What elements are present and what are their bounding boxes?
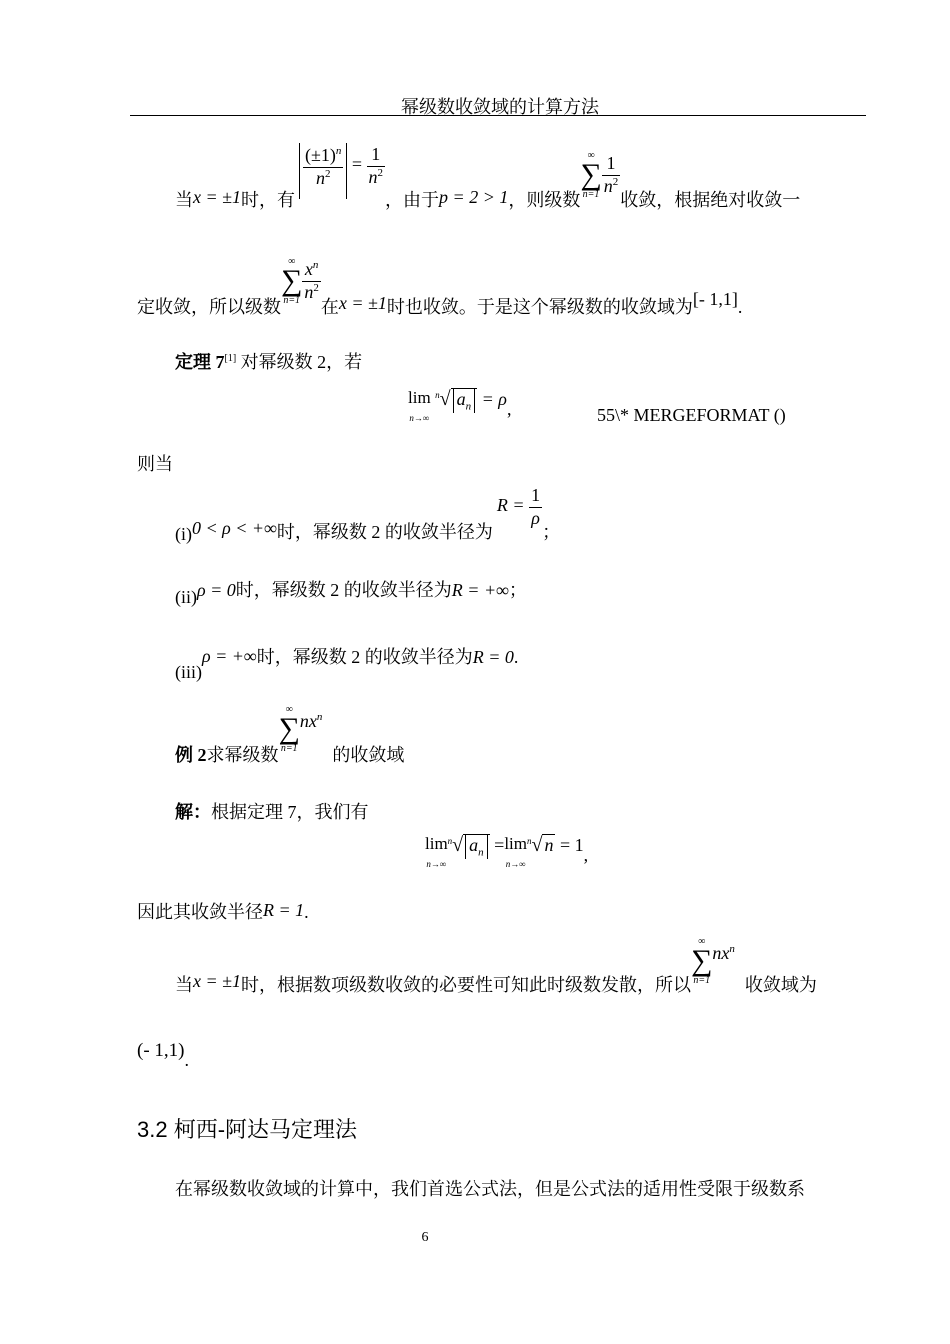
p1-sum: ∞ ∑ n=1 $\frac{1}{n^2}$ bbox=[580, 150, 619, 200]
last-paragraph: 在幂级数收敛域的计算中，我们首选公式法，但是公式法的适用性受限于级数系 bbox=[175, 1179, 805, 1199]
theorem-rhs: = ρ bbox=[481, 389, 507, 409]
p1-frac2-den: n bbox=[368, 166, 378, 187]
solution-lim2-sub: n→∞ bbox=[505, 859, 526, 869]
p2-text-2: 在 bbox=[320, 297, 339, 317]
p1-sum-sup: ∞ bbox=[587, 150, 595, 161]
p2-text-1: 定收敛，所以级数 bbox=[137, 297, 281, 317]
case-1-res-lhs: R = bbox=[496, 495, 525, 516]
p3-text-2: 时，根据数项级数收敛的必要性可知此时级数发散，所以 bbox=[241, 975, 692, 995]
p2-math-x: x = ±1 bbox=[338, 293, 387, 313]
p1-frac2-num: 1 bbox=[367, 144, 386, 167]
example-sum-sup: ∞ bbox=[285, 704, 293, 715]
p3-sum-sup: ∞ bbox=[698, 936, 706, 947]
header-rule bbox=[130, 115, 866, 116]
case-1-end: ； bbox=[542, 522, 561, 542]
p2-sum: ∞ ∑ n=1 $\frac{x^n}{n^2}$ bbox=[281, 256, 319, 306]
example-term: nx bbox=[299, 711, 317, 732]
solution bbox=[175, 798, 369, 824]
case-2-text: 时，幂级数 2 的收敛半径为 bbox=[235, 580, 452, 600]
solution-eq: = bbox=[494, 835, 505, 855]
p1-sum-den-exp: 2 bbox=[612, 175, 619, 188]
p2-sum-sub: n=1 bbox=[283, 294, 301, 306]
case-1-result bbox=[497, 485, 542, 529]
paragraph-1 bbox=[175, 143, 801, 210]
radius-line bbox=[137, 898, 309, 924]
case-3-text: 时，幂级数 2 的收敛半径为 bbox=[256, 647, 473, 667]
solution-root2-body: n bbox=[544, 835, 554, 855]
theorem-label: 定理 7 bbox=[175, 352, 225, 372]
theorem-a-sub: n bbox=[465, 400, 472, 413]
p1-sum-den: n bbox=[603, 175, 613, 196]
case-1-cond: 0 < ρ < +∞ bbox=[192, 518, 277, 538]
paragraph-3 bbox=[175, 936, 817, 995]
case-2-label: (ii) bbox=[175, 587, 197, 607]
example-text-1: 求幂级数 bbox=[206, 745, 279, 765]
solution-lim2: lim bbox=[504, 834, 527, 853]
case-2-res: R = +∞ bbox=[451, 580, 509, 600]
p3-sum: ∞ ∑ n=1 $nx^n$ bbox=[691, 936, 735, 986]
example-term-exp: n bbox=[316, 711, 323, 724]
solution-lim: lim bbox=[425, 834, 448, 853]
p2-sum-num: x bbox=[304, 259, 313, 280]
theorem-ref: [1] bbox=[224, 353, 237, 364]
case-2-end: ； bbox=[508, 580, 527, 600]
theorem-root-index: n bbox=[435, 390, 440, 400]
p1-frac2-den-exp: 2 bbox=[377, 166, 384, 179]
p2-sum-sup: ∞ bbox=[288, 256, 296, 267]
solution-comma: , bbox=[583, 845, 589, 865]
p1-sum-sub: n=1 bbox=[582, 188, 600, 200]
example-2 bbox=[175, 704, 405, 765]
theorem-a: a bbox=[456, 389, 466, 409]
p1-frac-exp: n bbox=[335, 145, 342, 157]
case-1-text: 时，幂级数 2 的收敛半径为 bbox=[276, 522, 493, 542]
solution-rhs: = 1 bbox=[559, 835, 584, 855]
p1-frac-den: n bbox=[315, 167, 325, 188]
p1-abs-fraction bbox=[299, 143, 385, 199]
p1-text-1: 当 bbox=[175, 190, 193, 210]
then-text: 则当 bbox=[137, 454, 173, 474]
case-3 bbox=[175, 643, 519, 682]
case-1 bbox=[175, 485, 561, 544]
p3-term: nx bbox=[712, 943, 730, 964]
p2-interval: [- 1,1] bbox=[692, 289, 738, 309]
p1-text-3: ，由于 bbox=[385, 190, 440, 210]
page-number: 6 bbox=[421, 1230, 429, 1245]
p1-math-p: p = 2 > 1 bbox=[439, 187, 509, 207]
solution-a-sub: n bbox=[478, 846, 484, 859]
radius-text: 因此其收敛半径 bbox=[137, 902, 263, 922]
case-3-cond: ρ = +∞ bbox=[202, 646, 257, 666]
interval-line bbox=[137, 1040, 189, 1070]
p2-text-4: . bbox=[737, 297, 743, 317]
example-sum: ∞ ∑ n=1 $nx^n$ bbox=[278, 704, 323, 754]
example-label: 例 2 bbox=[175, 745, 207, 765]
case-2 bbox=[175, 576, 527, 607]
interval-end: . bbox=[184, 1050, 189, 1070]
running-header: 幂级数收敛域的计算方法 bbox=[401, 97, 599, 117]
case-1-label: (i) bbox=[175, 524, 192, 544]
p3-term-exp: n bbox=[729, 943, 735, 956]
p1-frac-num: (±1) bbox=[305, 145, 336, 165]
p2-sum-num-exp: n bbox=[312, 259, 319, 272]
p3-text-3: 收敛域为 bbox=[744, 975, 817, 995]
theorem-lim-sub: n→∞ bbox=[409, 413, 430, 423]
radius-end: . bbox=[304, 902, 309, 922]
solution-root-index: n bbox=[447, 836, 453, 846]
p1-math-x: x = ±1 bbox=[193, 187, 242, 207]
interval-math: (- 1,1) bbox=[137, 1040, 185, 1061]
solution-formula: lim n→∞$^n$√ $a_n =\lim$ n→∞$^n$√ n = 1, bbox=[425, 834, 589, 869]
theorem-comma: , bbox=[506, 399, 512, 419]
solution-text: 根据定理 7，我们有 bbox=[211, 802, 369, 822]
equation-number: 55\* MERGEFORMAT () bbox=[597, 405, 786, 425]
case-1-res-num: 1 bbox=[529, 485, 542, 508]
theorem-lim-word: lim bbox=[408, 388, 431, 407]
p1-text-4: ，则级数 bbox=[508, 190, 581, 210]
p2-text-3: 时也收敛。于是这个幂级数的收敛域为 bbox=[386, 297, 693, 317]
radius-math: R = 1 bbox=[263, 900, 305, 920]
case-2-cond: ρ = 0 bbox=[197, 580, 236, 600]
p2-sum-den-exp: 2 bbox=[313, 281, 319, 294]
theorem-text: 对幂级数 2，若 bbox=[240, 352, 363, 372]
theorem-formula: lim n→∞ $^n$√ $a_n = \rho$, bbox=[408, 388, 512, 423]
p1-text-5: 收敛，根据绝对收敛一 bbox=[620, 190, 801, 210]
theorem-lim bbox=[408, 388, 431, 424]
solution-root2-index: n bbox=[526, 836, 532, 846]
case-1-res-den: ρ bbox=[531, 507, 540, 528]
theorem-7 bbox=[175, 348, 362, 374]
paragraph-2 bbox=[137, 256, 743, 317]
p1-eq: = bbox=[351, 154, 363, 175]
p3-text-1: 当 bbox=[175, 975, 193, 995]
section-heading: 3.2 柯西-阿达马定理法 bbox=[137, 1117, 358, 1142]
solution-lim-sub: n→∞ bbox=[426, 859, 447, 869]
p1-sum-num: 1 bbox=[602, 153, 621, 176]
case-3-label: (iii) bbox=[175, 662, 202, 682]
example-sum-sub: n=1 bbox=[280, 742, 298, 754]
example-text-2: 的收敛域 bbox=[332, 745, 405, 765]
solution-a: a bbox=[469, 835, 479, 855]
solution-label: 解： bbox=[175, 802, 211, 822]
case-3-res: R = 0 bbox=[472, 647, 514, 667]
p3-sum-sub: n=1 bbox=[693, 974, 711, 986]
p2-sum-den: n bbox=[304, 281, 314, 302]
p3-math-x: x = ±1 bbox=[193, 971, 242, 991]
p1-frac-den-exp: 2 bbox=[324, 167, 331, 180]
case-3-end: . bbox=[513, 647, 519, 667]
p1-text-2: 时，有 bbox=[241, 190, 296, 210]
